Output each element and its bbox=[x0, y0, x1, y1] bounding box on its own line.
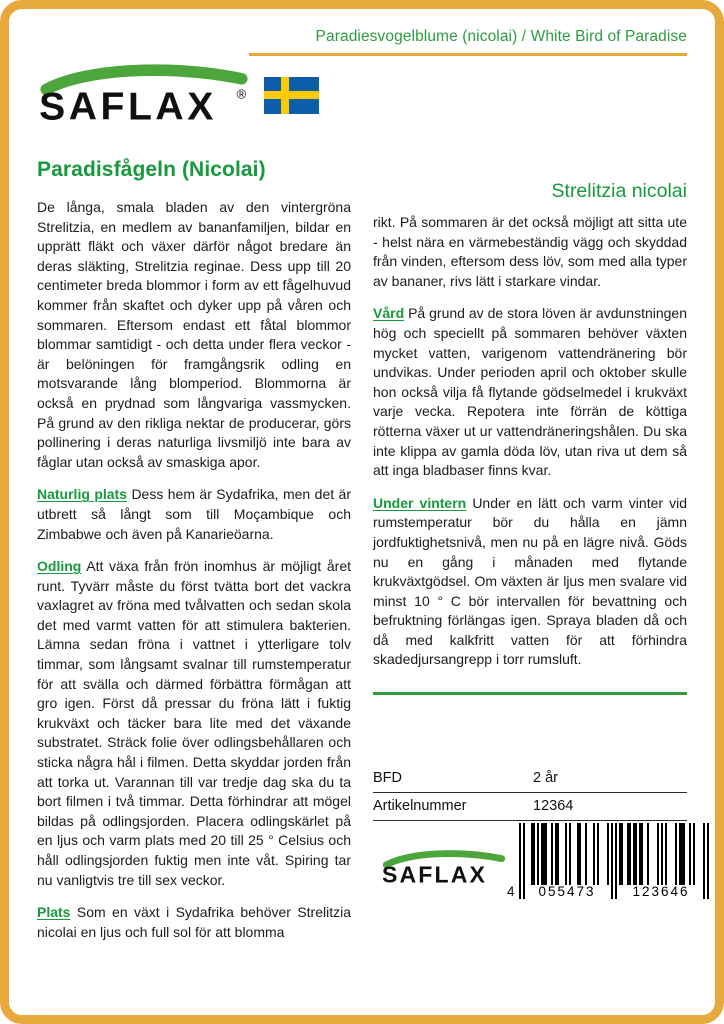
section-text: Under en lätt och varm vinter vid rumstemperatur bör du hålla en jämn jordfuktighetsnivå, men nu på en lägre nivå. Göds nu en gång i månaden med flytande krukväxtgödsel. Om växten är ljus men svalare vid minst 10 ° C bör intervallen för bevattning och befruktning förlängas igen. Spraya bladen då och då med kalkfritt vatten för att förhindra skadedjursangrepp i torr rumsluft. bbox=[373, 494, 688, 668]
intro-paragraph: De långa, smala bladen av den vintergröna Strelitzia, en medlem av bananfamiljen, bildar en upprätt fläkt och växer därför något bredare än deras släkting, Strelitzia reginae. Dess upp till 20 centimeter breda blommor i form av ett fågelhuvud kommer från skaftet och dyker upp på våren och sommaren. Eftersom endast ett fåtal blommor blommar samtidigt - och detta under flera veckor - är belöningen för framgångsrik odling en motsvarande lång blomperiod. Blommorna är också en prydnad som långvariga vassmycken. På grund av den rikliga nektar de producerar, görs pollinering i deras naturliga livsmiljö inte bara av fåglar utan också av smaskiga apor. bbox=[37, 199, 351, 470]
barcode bbox=[507, 823, 713, 903]
section-vard bbox=[373, 304, 687, 480]
page-title: Paradisfågeln (Nicolai) bbox=[37, 158, 266, 181]
section-text: Att växa från frön inomhus är möjligt året runt. Tyvärr måste du först tvätta bort det vackra vaxlagret av fröna med tvålvatten och sedan skola det med varmt vatten för att stimulera bakterien. Lämna sedan fröna i vattnet i ytterligare tolv timmar, som långsamt svalnar till rumstemperatur för att svälla och därmed förbättra förmågan att gro igen. Först då pressar du fröna lätt i fuktig krukväxt och täcker bara lite med det växande substratet. Sträck folie över odlingsbehållaren och sticka några hål i filmen. Detta skyddar jorden från att torka ut. Varannan till var tredje dag ska du ta bort filmen i två timmar. Detta förhindrar att mögel bildas på odlingsjorden. Placera odlingskärlet på en ljus och varm plats med 20 till 25 ° Celsius och håll odlingsjorden fuktig men inte våt. Spiring tar nu vanligtvis tre till sex veckor. bbox=[37, 558, 351, 888]
registered-mark: ® bbox=[236, 86, 247, 102]
section-label: Under vintern bbox=[373, 494, 467, 511]
table-row bbox=[373, 765, 687, 793]
barcode-digit-lead: 4 bbox=[507, 884, 517, 900]
section-naturlig-plats bbox=[37, 485, 351, 544]
info-table bbox=[373, 765, 687, 821]
left-column bbox=[37, 158, 351, 955]
section-label: Vård bbox=[373, 305, 405, 322]
saflax-logo bbox=[37, 61, 251, 125]
brand-text: SAFLAX bbox=[382, 861, 487, 888]
section-text: Som en växt i Sydafrika behöver Strelitzia nicolai en ljus och full sol för att blomma bbox=[37, 904, 352, 940]
barcode-digit-group2: 123646 bbox=[632, 884, 690, 900]
header-title: Paradiesvogelblume (nicolai) / White Bird of Paradise bbox=[315, 28, 687, 45]
info-value: 12364 bbox=[533, 798, 574, 815]
header-rule bbox=[249, 53, 687, 56]
logo-row bbox=[37, 60, 687, 126]
section-label: Naturlig plats bbox=[37, 486, 127, 503]
section-under-vintern bbox=[373, 494, 687, 670]
saflax-logo-small-svg bbox=[381, 847, 507, 887]
right-column bbox=[373, 158, 690, 955]
section-plats bbox=[37, 903, 351, 942]
section-label: Odling bbox=[37, 558, 82, 575]
barcode-digit-group1: 055473 bbox=[538, 884, 596, 900]
section-text: På grund av de stora löven är avdunstningen hög och speciellt på sommaren behöver växten mycket vatten, varigenom vattendränering bör undvikas. Under perioden april och oktober skulle hon också vilja få flytande gödselmedel i krukväxt varje vecka. Repotera inte förrän de köttiga rötterna växer ut ur vattendräneringshålen. Du ska inte klippa av gamla döda löv, utan riva ut dem så att inga bladbaser finns kvar. bbox=[373, 305, 687, 479]
bottom-row bbox=[373, 823, 690, 903]
saflax-logo-small bbox=[381, 847, 507, 887]
green-divider bbox=[373, 692, 687, 695]
section-label: Plats bbox=[37, 904, 71, 921]
info-value: 2 år bbox=[533, 770, 558, 787]
section-odling bbox=[37, 557, 351, 890]
info-label: BFD bbox=[373, 770, 402, 787]
brand-text: SAFLAX bbox=[39, 85, 217, 125]
swedish-flag-icon bbox=[264, 77, 319, 114]
section-text: Dess hem är Sydafrika, men det är utbrett så långt som till Moçambique och Zimbabwe och även på Kanarieöarna. bbox=[37, 486, 351, 542]
continuation-paragraph: rikt. På sommaren är det också möjligt att sitta ute - helst nära en värmebeständig vägg och skyddad från vinden, eftersom dess löv, som med alla typer av bananer, rivs lätt i starkare vindar. bbox=[373, 214, 687, 289]
saflax-logo-svg bbox=[37, 61, 251, 125]
info-label: Artikelnummer bbox=[373, 798, 467, 815]
botanical-name: Strelitzia nicolai bbox=[551, 180, 687, 202]
table-row bbox=[373, 793, 687, 821]
content-columns bbox=[37, 158, 690, 955]
